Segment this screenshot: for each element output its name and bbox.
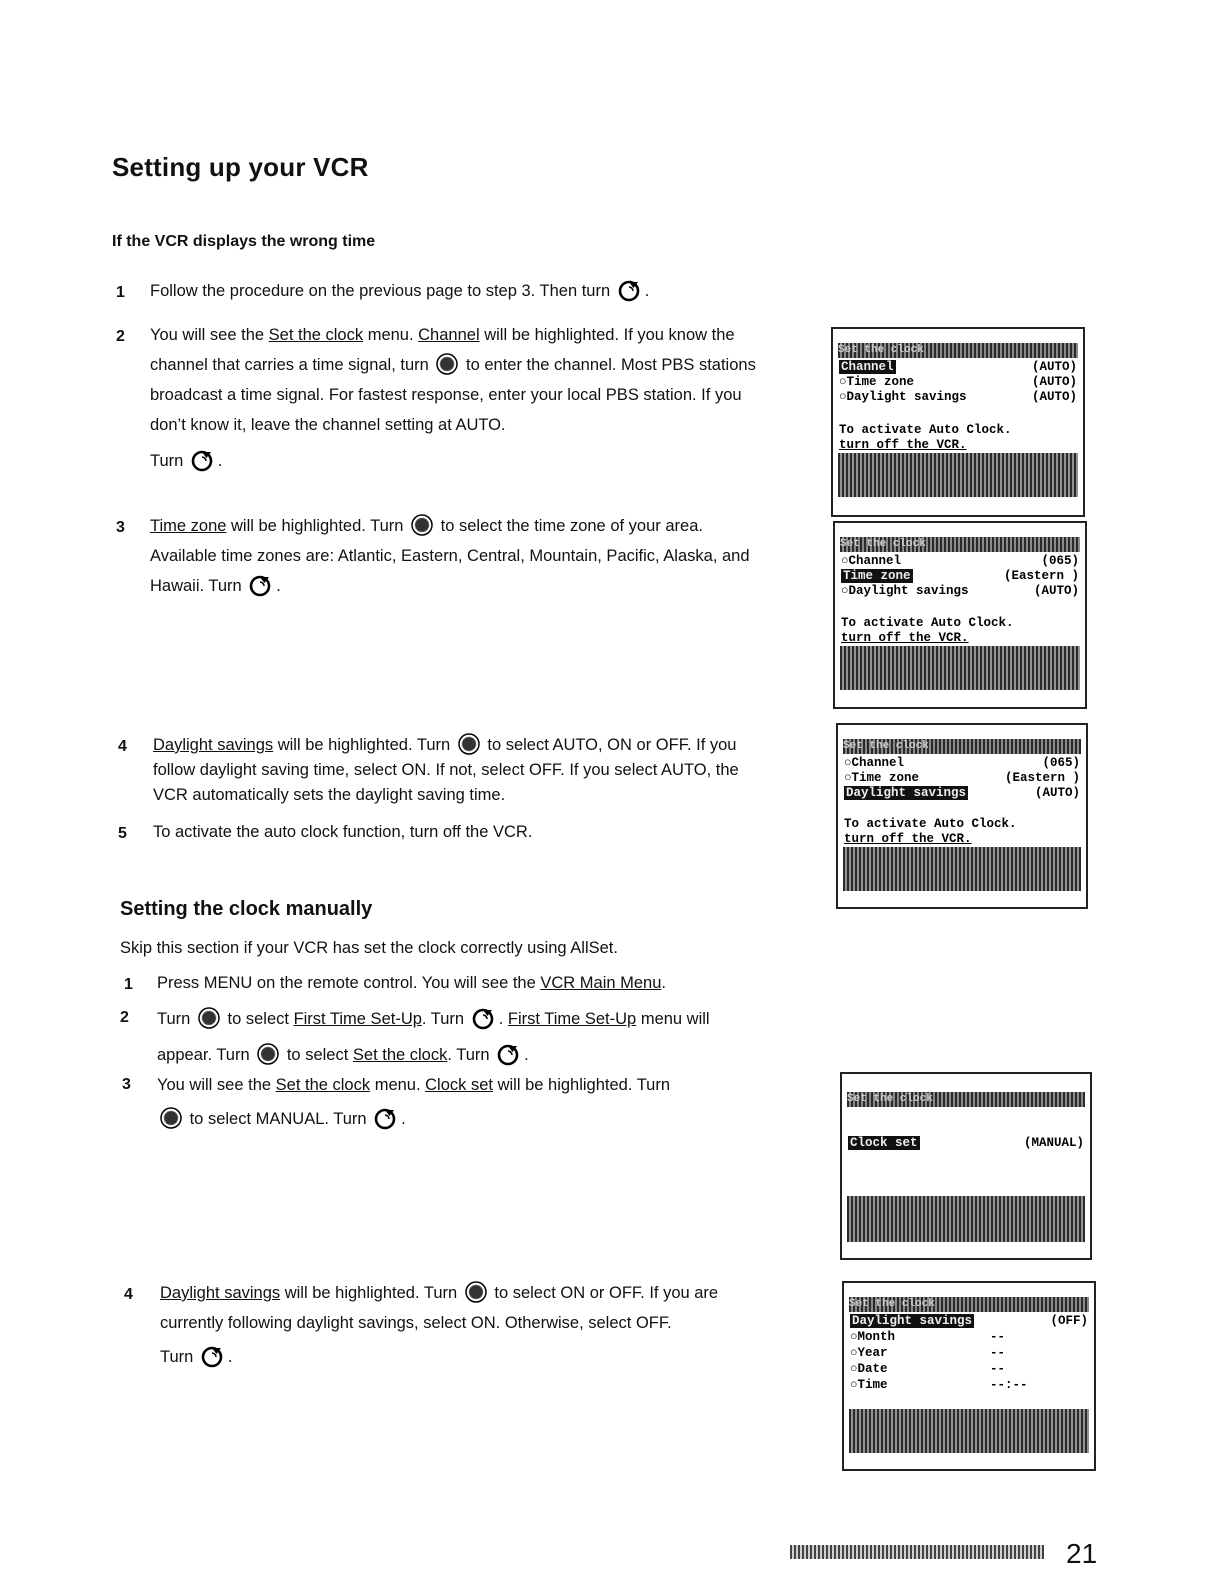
screen-footer-band (840, 646, 1080, 690)
vcr-main-menu-link: VCR Main Menu (540, 974, 662, 992)
screen-message: turn off the VCR. (844, 832, 972, 846)
step-number: 5 (118, 825, 127, 842)
menu-dial-icon (249, 573, 273, 597)
number-knob-icon (465, 1281, 487, 1303)
screen-message: To activate Auto Clock. (844, 817, 1017, 831)
set-the-clock-link: Set the clock (275, 1076, 371, 1094)
menu-dial-icon (618, 278, 642, 302)
step-5-text: To activate the auto clock function, turn off the VCR. (153, 823, 533, 841)
step-number: 1 (116, 284, 125, 301)
screen-row: ○Daylight savings (AUTO) (839, 390, 1077, 404)
screen-footer-band (838, 453, 1078, 497)
screen-footer-band (847, 1196, 1085, 1242)
step-2-text: You will see the Set the clock menu. Channel will be highlighted. If you know the channel that carries a time signal, turn to enter the channel. Most PBS stations broadcast a time signal. For fastest response, enter your local PBS station. If you don’t know it, leave the channel setting at AUTO. Turn . (150, 326, 756, 470)
manual-step-3-text: You will see the Set the clock menu. Clock set will be highlighted. Turn to select MANUAL. Turn . (157, 1076, 671, 1128)
screen-row: Clock set (MANUAL) (850, 1136, 1084, 1150)
step-number: 1 (124, 976, 133, 993)
daylight-savings-link: Daylight savings (153, 736, 274, 754)
first-time-setup-link: First Time Set-Up (507, 1010, 637, 1028)
tv-screen-manual-daylight (842, 1281, 1096, 1471)
manual-step-2-text: Turn to select First Time Set-Up. Turn . First Time Set-Up menu will appear. Turn to select Set the clock. Turn . (157, 1001, 757, 1073)
screen-row: ○Time zone (Eastern ) (844, 771, 1080, 785)
screen-footer-band (843, 847, 1081, 891)
menu-dial-icon (374, 1106, 398, 1130)
step-3-text: Time zone will be highlighted. Turn to select the time zone of your area. Available time zones are: Atlantic, Eastern, Central, Mountain, Pacific, Alaska, and Hawaii. Turn . (150, 511, 760, 601)
menu-dial-icon (201, 1344, 225, 1368)
screen-row: ○Time --:-- (850, 1378, 1028, 1392)
screen-title: Set the clock (849, 1297, 1089, 1312)
section-manual-heading: Setting the clock manually (120, 898, 373, 920)
step-number: 3 (122, 1076, 131, 1093)
screen-message: turn off the VCR. (839, 438, 967, 452)
screen-row: ○Month -- (850, 1330, 1006, 1344)
tv-screen-channel (831, 327, 1085, 517)
menu-dial-icon (472, 1006, 496, 1030)
set-the-clock-link: Set the clock (268, 326, 364, 344)
section-manual-intro: Skip this section if your VCR has set the clock correctly using AllSet. (120, 939, 618, 957)
section-wrong-time-heading: If the VCR displays the wrong time (112, 233, 376, 250)
menu-dial-icon (191, 448, 215, 472)
step-4-text: Daylight savings will be highlighted. Turn to select AUTO, ON or OFF. If you follow daylight saving time, select ON. If not, select OFF. If you select AUTO, the VCR automatically sets the daylight saving time. (153, 733, 758, 808)
step-number: 3 (116, 519, 125, 536)
screen-row: ○Time zone (AUTO) (839, 375, 1077, 389)
screen-row: Daylight savings (OFF) (852, 1314, 1088, 1328)
screen-footer-band (849, 1409, 1089, 1453)
tv-screen-time-zone (833, 521, 1087, 709)
page-title: Setting up your VCR (112, 152, 369, 182)
number-knob-icon (436, 353, 458, 375)
screen-title: Set the clock (838, 343, 1078, 358)
screen-title: Set the clock (847, 1092, 1085, 1107)
daylight-savings-link: Daylight savings (160, 1284, 281, 1302)
step-1-text: Follow the procedure on the previous page to step 3. Then turn . (150, 276, 770, 306)
manual-step-4-text: Daylight savings will be highlighted. Turn to select ON or OFF. If you are currently following daylight savings, select ON. Otherwise, select OFF. Turn . (160, 1278, 760, 1372)
screen-row: Channel (AUTO) (841, 360, 1077, 374)
screen-title: Set the clock (840, 537, 1080, 552)
screen-message: turn off the VCR. (841, 631, 969, 645)
channel-link: Channel (418, 326, 480, 344)
screen-row: ○Daylight savings (AUTO) (841, 584, 1079, 598)
number-knob-icon (411, 514, 433, 536)
step-number: 4 (124, 1286, 133, 1303)
screen-row: ○Channel (065) (844, 756, 1080, 770)
clock-set-link: Clock set (425, 1076, 493, 1094)
tv-screen-clock-set (840, 1072, 1092, 1260)
screen-row: Daylight savings (AUTO) (846, 786, 1080, 800)
screen-message: To activate Auto Clock. (839, 423, 1012, 437)
screen-row: ○Year -- (850, 1346, 1006, 1360)
time-zone-link: Time zone (150, 517, 227, 535)
menu-dial-icon (497, 1042, 521, 1066)
screen-message: To activate Auto Clock. (841, 616, 1014, 630)
screen-row: Time zone (Eastern ) (843, 569, 1079, 583)
screen-row: ○Channel (065) (841, 554, 1079, 568)
set-the-clock-link: Set the clock (352, 1046, 448, 1064)
screen-title: Set the clock (843, 739, 1081, 754)
step-number: 4 (118, 738, 127, 755)
tv-screen-daylight-savings (836, 723, 1088, 909)
number-knob-icon (257, 1043, 279, 1065)
first-time-setup-link: First Time Set-Up (293, 1010, 422, 1028)
step-number: 2 (120, 1009, 129, 1026)
screen-row: ○Date -- (850, 1362, 1006, 1376)
page-number: 21 (1066, 1538, 1098, 1569)
number-knob-icon (198, 1007, 220, 1029)
number-knob-icon (160, 1107, 182, 1129)
number-knob-icon (458, 733, 480, 755)
page-number-bar (790, 1545, 1044, 1559)
manual-step-1-text: Press MENU on the remote control. You will see the VCR Main Menu. (157, 974, 666, 992)
step-number: 2 (116, 328, 125, 345)
